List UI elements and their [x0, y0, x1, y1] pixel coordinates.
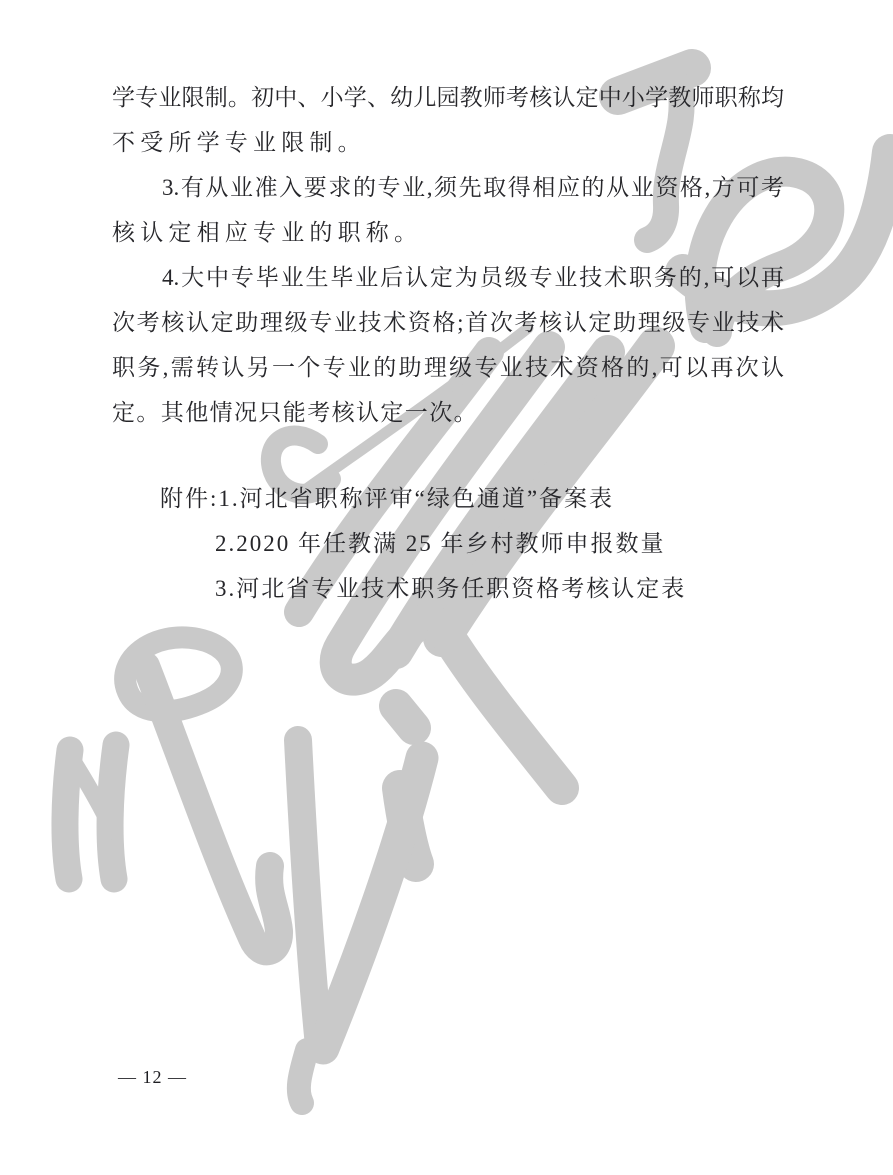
attachments-label: 附件:	[160, 486, 219, 511]
attachment-item-2: 2.2020 年任教满 25 年乡村教师申报数量	[215, 531, 666, 556]
body-line-4: 核认定相应专业的职称。	[112, 220, 423, 245]
body-line-8: 定。其他情况只能考核认定一次。	[112, 400, 478, 425]
body-line-3: 3.有从业准入要求的专业,须先取得相应的从业资格,方可考	[162, 175, 784, 200]
body-line-7: 职务,需转认另一个专业的助理级专业技术资格的,可以再次认	[112, 355, 784, 380]
attachment-item-1: 1.河北省职称评审“绿色通道”备案表	[218, 486, 615, 511]
watermark-stroke	[299, 1050, 307, 1103]
watermark-stroke	[323, 758, 422, 1048]
body-line-1: 学专业限制。初中、小学、幼儿园教师考核认定中小学教师职称均	[112, 85, 784, 110]
attachment-item-3: 3.河北省专业技术职务任职资格考核认定表	[215, 576, 687, 601]
body-line-5: 4.大中专毕业生毕业后认定为员级专业技术职务的,可以再	[162, 265, 784, 290]
body-line-2: 不受所学专业限制。	[112, 130, 366, 155]
attachment-line-1	[160, 476, 800, 521]
body-line-6: 次考核认定助理级专业技术资格;首次考核认定助理级专业技术	[112, 310, 784, 335]
watermark-stroke	[298, 740, 319, 1046]
attachments-block	[160, 476, 800, 611]
body-text	[112, 75, 784, 435]
watermark-stroke	[444, 630, 562, 788]
watermark-stroke	[396, 706, 414, 728]
page-number: — 12 —	[118, 1067, 187, 1087]
